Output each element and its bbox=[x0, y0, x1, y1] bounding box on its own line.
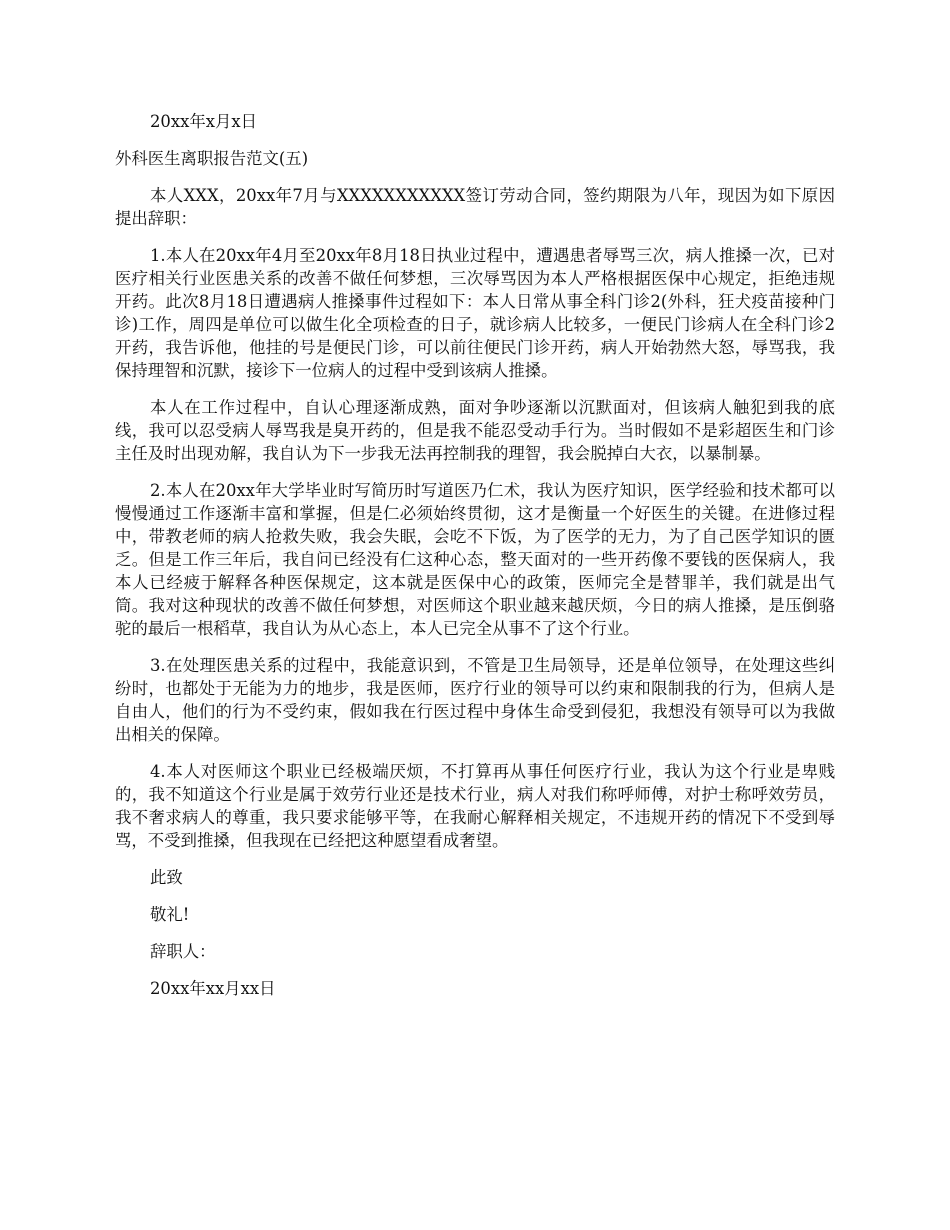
closing-regards: 敬礼! bbox=[150, 905, 190, 924]
bottom-date: 20xx年xx月xx日 bbox=[150, 979, 276, 998]
top-date: 20xx年x月x日 bbox=[150, 112, 258, 131]
paragraph-reason-1-continued: 本人在工作过程中，自认心理逐渐成熟，面对争吵逐渐以沉默面对，但该病人触犯到我的底线，我可以忍受病人辱骂我是臭开药的，但是我不能忍受动手行为。当时假如不是彩超医生和门诊主任及时出现劝解，我自认为下一步我无法再控制我的理智，我会脱掉白大衣，以暴制暴。 bbox=[115, 398, 835, 463]
paragraph-intro: 本人XXX，20xx年7月与XXXXXXXXXXX签订劳动合同，签约期限为八年，现因为如下原因提出辞职： bbox=[115, 186, 835, 228]
paragraph-reason-1: 1.本人在20xx年4月至20xx年8月18日执业过程中，遭遇患者辱骂三次，病人推搡一次，已对医疗相关行业医患关系的改善不做任何梦想，三次辱骂因为本人严格根据医保中心规定，拒绝违规开药。此次8月18日遭遇病人推搡事件过程如下：本人日常从事全科门诊2(外科，狂犬疫苗接种门诊)工作，周四是单位可以做生化全项检查的日子，就诊病人比较多，一便民门诊病人在全科门诊2开药，我告诉他，他挂的号是便民门诊，可以前往便民门诊开药，病人开始勃然大怒，辱骂我，我保持理智和沉默，接诊下一位病人的过程中受到该病人推搡。 bbox=[115, 246, 835, 380]
paragraph-reason-3: 3.在处理医患关系的过程中，我能意识到，不管是卫生局领导，还是单位领导，在处理这些纠纷时，也都处于无能为力的地步，我是医师，医疗行业的领导可以约束和限制我的行为，但病人是自由人，他们的行为不受约束，假如我在行医过程中身体生命受到侵犯，我想没有领导可以为我做出相关的保障。 bbox=[115, 656, 835, 744]
closing-salutation: 此致 bbox=[150, 868, 183, 887]
document-title: 外科医生离职报告范文(五) bbox=[115, 149, 309, 168]
paragraph-reason-4: 4.本人对医师这个职业已经极端厌烦，不打算再从事任何医疗行业，我认为这个行业是卑贱的，我不知道这个行业是属于效劳行业还是技术行业，病人对我们称呼师傅，对护士称呼效劳员，我不奢求病人的尊重，我只要求能够平等，在我耐心解释相关规定，不违规开药的情况下不受到辱骂，不受到推搡，但我现在已经把这种愿望看成奢望。 bbox=[115, 762, 835, 850]
paragraph-reason-2: 2.本人在20xx年大学毕业时写简历时写道医乃仁术，我认为医疗知识，医学经验和技术都可以慢慢通过工作逐渐丰富和掌握，但是仁必须始终贯彻，这才是衡量一个好医生的关键。在进修过程中，带教老师的病人抢救失败，我会失眠，会吃不下饭，为了医学的无力，为了自己医学知识的匮乏。但是工作三年后，我自问已经没有仁这种心态，整天面对的一些开药像不要钱的医保病人，我本人已经疲于解释各种医保规定，这本就是医保中心的政策，医师完全是替罪羊，我们就是出气筒。我对这种现状的改善不做任何梦想，对医师这个职业越来越厌烦，今日的病人推搡，是压倒骆驼的最后一根稻草，我自认为从心态上，本人已完全从事不了这个行业。 bbox=[115, 481, 835, 638]
signer-label: 辞职人： bbox=[150, 942, 216, 961]
